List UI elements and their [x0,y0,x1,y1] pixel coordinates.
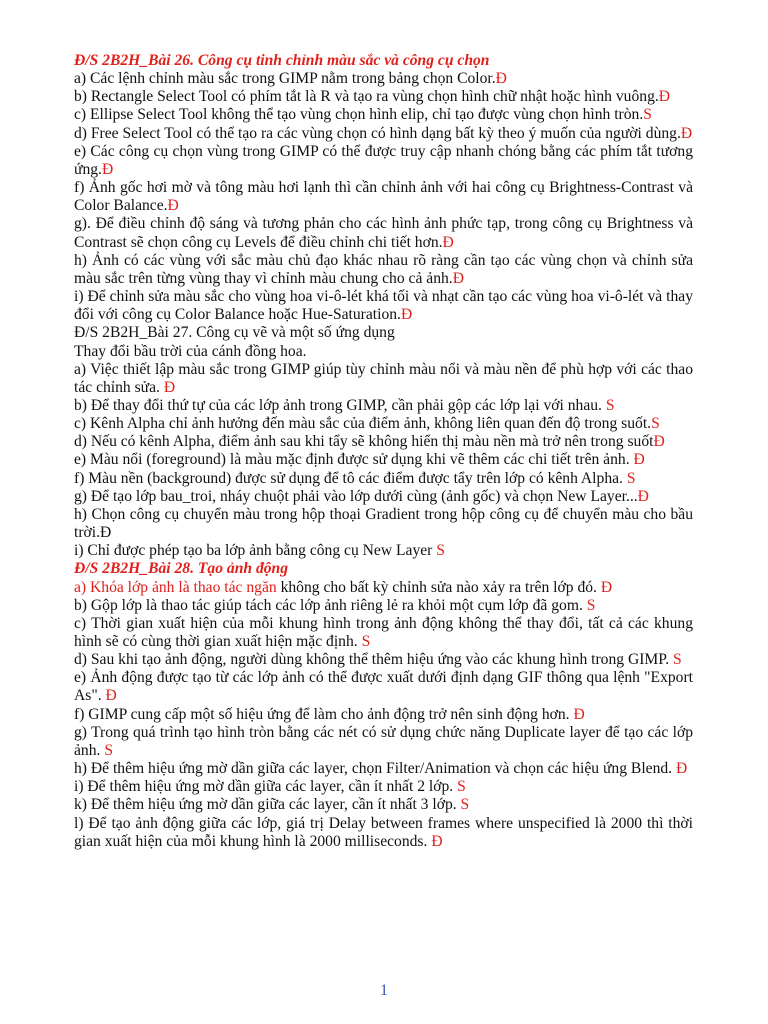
list-item: a) Khóa lớp ảnh là thao tác ngăn không cho bất kỳ chỉnh sửa nào xảy ra trên lớp đó. Đ [74,578,613,596]
section-27-title: Đ/S 2B2H_Bài 27. Công cụ vẽ và một số ứng dụng [74,324,395,342]
list-item: c) Ellipse Select Tool không thể tạo vùng chọn hình elip, chỉ tạo được vùng chọn hình tròn.S [74,106,652,124]
list-item: f) GIMP cung cấp một số hiệu ứng để làm cho ảnh động trở nên sinh động hơn. Đ [74,705,585,723]
page-number: 1 [380,982,388,999]
list-item: g) Trong quá trình tạo hình tròn bằng các nét có sử dụng chức năng Duplicate layer để tạo các lớp ảnh. S [74,723,693,759]
list-item: d) Free Select Tool có thể tạo ra các vùng chọn có hình dạng bất kỳ theo ý muốn của người dùng.Đ [74,124,693,142]
section-28-title: Đ/S 2B2H_Bài 28. Tạo ảnh động [74,560,289,578]
document-body [74,52,693,851]
list-item: l) Để tạo ảnh động giữa các lớp, giá trị Delay between frames where unspecified là 2000 thì thời gian xuất hiện của mỗi khung hình là 2000 milliseconds. Đ [74,814,693,850]
list-item: h) Chọn công cụ chuyển màu trong hộp thoại Gradient trong hộp công cụ để chuyển màu cho bầu trời.Đ [74,505,693,542]
list-item: e) Ảnh động được tạo từ các lớp ảnh có thể được xuất dưới định dạng GIF thông qua lệnh "Export As". Đ [74,669,693,705]
list-item: c) Thời gian xuất hiện của mỗi khung hình trong ảnh động không thể thay đổi, tất cả các khung hình sẽ có cùng thời gian xuất hiện mặc định. S [74,614,693,650]
list-item: d) Sau khi tạo ảnh động, người dùng không thể thêm hiệu ứng vào các khung hình trong GIMP. S [74,651,682,669]
list-item: b) Để thay đổi thứ tự của các lớp ảnh trong GIMP, cần phải gộp các lớp lại với nhau. S [74,396,615,414]
section-26-title: Đ/S 2B2H_Bài 26. Công cụ tinh chỉnh màu sắc và công cụ chọn [74,52,490,69]
list-item: h) Để thêm hiệu ứng mờ dần giữa các layer, chọn Filter/Animation và chọn các hiệu ứng Blend. Đ [74,760,688,778]
list-item: h) Ảnh có các vùng với sắc màu chủ đạo khác nhau rõ ràng cần tạo các vùng chọn và chỉnh sửa màu sắc trên từng vùng thay vì chỉnh màu chung cho cả ảnh.Đ [74,251,693,287]
list-item: f) Màu nền (background) được sử dụng để tô các điểm được tẩy trên lớp có kênh Alpha. S [74,469,636,487]
list-item: d) Nếu có kênh Alpha, điểm ảnh sau khi tẩy sẽ không hiển thị màu nền mà trở nên trong suốtĐ [74,433,665,451]
list-item: b) Gộp lớp là thao tác giúp tách các lớp ảnh riêng lẻ ra khỏi một cụm lớp đã gom. S [74,596,596,614]
list-item: e) Màu nổi (foreground) là màu mặc định được sử dụng khi vẽ thêm các chi tiết trên ảnh. Đ [74,451,645,469]
list-item: a) Các lệnh chỉnh màu sắc trong GIMP nằm trong bảng chọn Color.Đ [74,70,507,88]
list-item: b) Rectangle Select Tool có phím tắt là R và tạo ra vùng chọn hình chữ nhật hoặc hình vuông.Đ [74,88,671,106]
list-item: i) Để chỉnh sửa màu sắc cho vùng hoa vi-ô-lét khá tối và nhạt cần tạo các vùng hoa vi-ô-lét và thay đổi với công cụ Color Balance hoặc Hue-Saturation.Đ [74,288,693,324]
list-item: e) Các công cụ chọn vùng trong GIMP có thể được truy cập nhanh chóng bằng các phím tắt tương ứng.Đ [74,142,693,178]
list-item: k) Để thêm hiệu ứng mờ dần giữa các layer, cần ít nhất 3 lớp. S [74,796,470,814]
list-item: i) Để thêm hiệu ứng mờ dần giữa các layer, cần ít nhất 2 lớp. S [74,778,466,796]
list-item: c) Kênh Alpha chỉ ảnh hưởng đến màu sắc của điểm ảnh, không liên quan đến độ trong suốt.S [74,415,660,433]
section-27-subtitle: Thay đổi bầu trời của cánh đồng hoa. [74,342,307,360]
list-item: f) Ảnh gốc hơi mờ và tông màu hơi lạnh thì cần chỉnh ảnh với hai công cụ Brightness-Contrast và Color Balance.Đ [74,179,693,215]
list-item: a) Việc thiết lập màu sắc trong GIMP giúp tùy chỉnh màu nổi và màu nền để phù hợp với các thao tác chỉnh sửa. Đ [74,360,693,396]
list-item: g). Để điều chỉnh độ sáng và tương phản cho các hình ảnh phức tạp, trong công cụ Brightness và Contrast sẽ chọn công cụ Levels để điều chỉnh chi tiết hơn.Đ [74,215,693,251]
list-item: i) Chỉ được phép tạo ba lớp ảnh bằng công cụ New Layer S [74,542,445,560]
list-item: g) Để tạo lớp bau_troi, nháy chuột phải vào lớp dưới cùng (ảnh gốc) và chọn New Layer...Đ [74,487,649,505]
